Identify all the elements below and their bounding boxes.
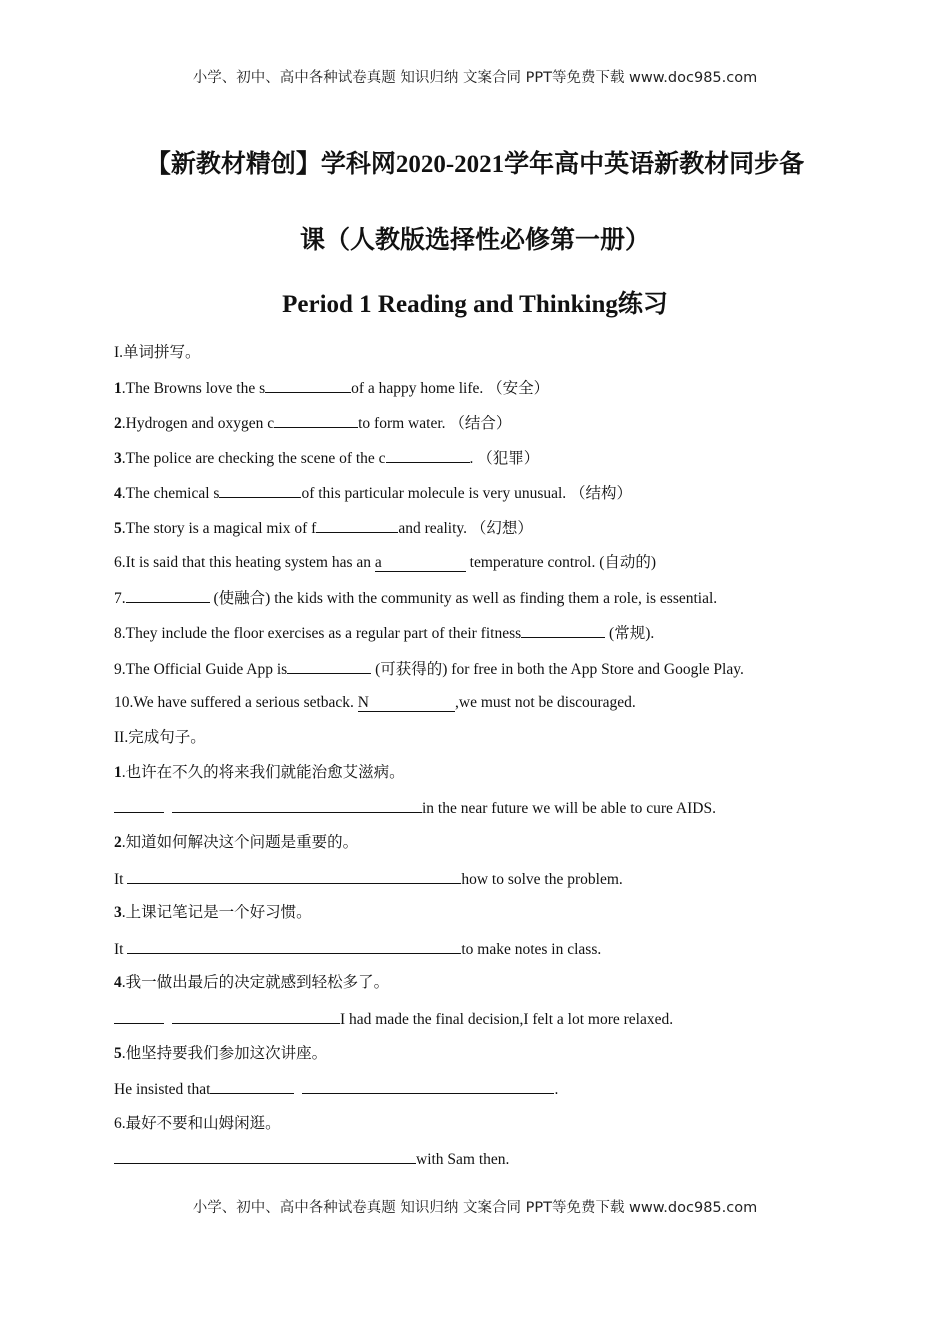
answer-blank[interactable] (302, 1079, 554, 1094)
question-number: 9 (114, 661, 122, 678)
answer-blank[interactable] (521, 623, 605, 638)
question-number: 1 (114, 764, 122, 781)
question-text: .The police are checking the scene of the c (121, 450, 386, 467)
question-2-3-prompt (114, 903, 312, 923)
question-text: . (554, 1081, 559, 1098)
question-number: 8 (114, 625, 122, 642)
question-text: ,we must not be discouraged. (455, 694, 636, 711)
answer-hint: a (374, 554, 382, 571)
question-number: 6 (114, 1115, 122, 1132)
question-text: with Sam then. (416, 1151, 510, 1168)
question-text: It (114, 871, 128, 888)
question-number: 2 (114, 415, 122, 432)
answer-blank[interactable] (386, 448, 470, 463)
question-text: .The chemical s (121, 485, 220, 502)
answer-blank[interactable] (265, 378, 351, 393)
question-text: to form water. （结合） (358, 415, 512, 432)
question-number: 6 (114, 554, 122, 571)
answer-blank[interactable] (287, 659, 371, 674)
question-text: .The Official Guide App is (121, 661, 288, 678)
question-text: of this particular molecule is very unusual. （结构） (301, 485, 633, 502)
question-prompt: .知道如何解决这个问题是重要的。 (121, 834, 359, 851)
question-text: .They include the floor exercises as a regular part of their fitness (121, 625, 522, 642)
question-text: temperature control. (自动的) (465, 554, 657, 571)
question-prompt: .我一做出最后的决定就感到轻松多了。 (121, 974, 390, 991)
page-title-line-1: 【新教材精创】学科网2020-2021学年高中英语新教材同步备 (145, 151, 805, 178)
question-text: .Hydrogen and oxygen c (121, 415, 275, 432)
question-1-2 (114, 413, 511, 434)
answer-blank[interactable] (219, 483, 301, 498)
question-text: He insisted that (114, 1081, 211, 1098)
question-1-1 (114, 378, 549, 399)
section-1-heading: I.单词拼写。 (114, 344, 201, 361)
page-title-line-3: Period 1 Reading and Thinking练习 (282, 291, 668, 318)
question-text: and reality. （幻想） (398, 520, 533, 537)
question-1-4 (114, 483, 632, 504)
answer-blank[interactable] (114, 1149, 416, 1164)
question-text: of a happy home life. （安全） (351, 380, 550, 397)
answer-blank[interactable] (274, 413, 358, 428)
question-prompt: .最好不要和山姆闲逛。 (121, 1115, 281, 1132)
question-number: 1 (114, 380, 122, 397)
question-text: .It is said that this heating system has an (121, 554, 375, 571)
question-2-4-answer (114, 1009, 673, 1030)
question-prompt: .他坚持要我们参加这次讲座。 (121, 1045, 328, 1062)
question-2-4-prompt (114, 973, 389, 993)
question-1-7 (114, 588, 717, 609)
question-text: to make notes in class. (461, 941, 602, 958)
question-prompt: .也许在不久的将来我们就能治愈艾滋病。 (121, 764, 405, 781)
answer-blank[interactable] (210, 1079, 294, 1094)
question-2-5-prompt (114, 1044, 327, 1064)
answer-blank[interactable] (172, 798, 422, 813)
question-1-5 (114, 518, 533, 539)
answer-hint: N (357, 694, 369, 711)
answer-blank[interactable] (316, 518, 398, 533)
question-2-5-answer (114, 1079, 558, 1100)
question-2-1-prompt (114, 763, 405, 783)
answer-blank[interactable] (126, 588, 210, 603)
question-text: .We have suffered a serious setback. (129, 694, 358, 711)
question-2-2-answer (114, 869, 623, 890)
question-number: 10 (114, 694, 130, 711)
question-text: how to solve the problem. (461, 871, 623, 888)
question-1-10 (114, 693, 636, 713)
question-1-3 (114, 448, 539, 469)
question-2-2-prompt (114, 833, 358, 853)
question-2-6-answer (114, 1149, 509, 1170)
question-1-8 (114, 623, 654, 644)
question-text: . （犯罪） (469, 450, 540, 467)
question-number: 4 (114, 974, 122, 991)
answer-blank[interactable] (127, 939, 461, 954)
answer-blank[interactable] (127, 869, 461, 884)
question-text: I had made the final decision,I felt a lot more relaxed. (340, 1011, 674, 1028)
question-1-6 (114, 553, 656, 573)
answer-blank[interactable] (375, 554, 466, 572)
question-text: (使融合) the kids with the community as well as finding them a role, is essential. (209, 590, 718, 607)
question-number: 5 (114, 1045, 122, 1062)
question-number: 4 (114, 485, 122, 502)
answer-blank[interactable] (358, 694, 455, 712)
section-2-heading: II.完成句子。 (114, 729, 206, 746)
question-2-1-answer (114, 798, 716, 819)
answer-blank[interactable] (172, 1009, 340, 1024)
question-2-3-answer (114, 939, 601, 960)
question-text: .The Browns love the s (121, 380, 266, 397)
answer-blank[interactable] (114, 1009, 164, 1024)
question-text: in the near future we will be able to cure AIDS. (422, 800, 716, 817)
question-2-6-prompt (114, 1114, 281, 1134)
question-text: (可获得的) for free in both the App Store and Google Play. (371, 661, 744, 678)
question-number: 2 (114, 834, 122, 851)
question-prompt: .上课记笔记是一个好习惯。 (121, 904, 312, 921)
question-1-9 (114, 659, 744, 680)
question-number: 3 (114, 904, 122, 921)
page-header: 小学、初中、高中各种试卷真题 知识归纳 文案合同 PPT等免费下载 www.doc985.com (192, 70, 758, 86)
question-number: 7 (114, 590, 122, 607)
question-number: 3 (114, 450, 122, 467)
question-text: (常规). (605, 625, 655, 642)
answer-blank[interactable] (114, 798, 164, 813)
question-text: It (114, 941, 128, 958)
page-title-line-2: 课（人教版选择性必修第一册） (299, 227, 650, 254)
question-text: . (121, 590, 126, 607)
question-text: .The story is a magical mix of f (121, 520, 317, 537)
question-number: 5 (114, 520, 122, 537)
page-footer: 小学、初中、高中各种试卷真题 知识归纳 文案合同 PPT等免费下载 www.doc985.com (192, 1200, 758, 1216)
